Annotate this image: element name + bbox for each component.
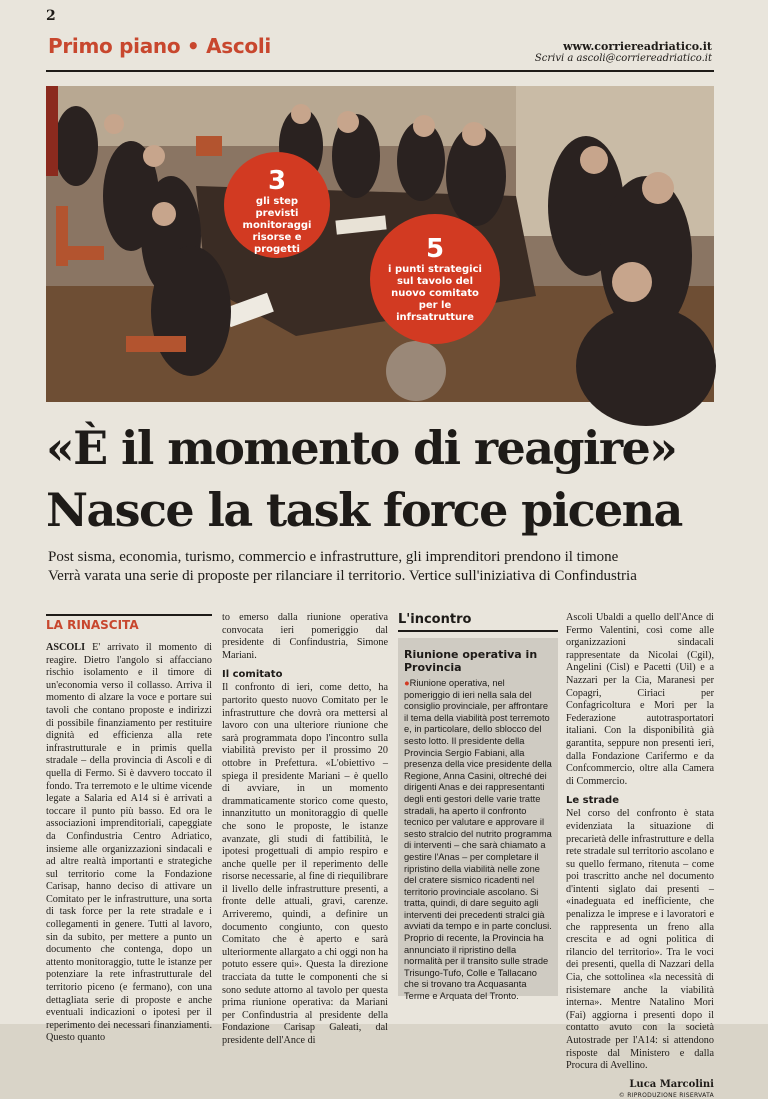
column-2-intro: to emerso dalla riunione operativa convocata ieri pomeriggio dal presidente di Confindustria, Simone Mariani. [222, 612, 388, 661]
subheadline-line-2: Verrà varata una serie di proposte per rilanciare il territorio. Vertice sull'iniziativa di Confindustria [48, 568, 637, 584]
sidebar-text: Riunione operativa, nel pomeriggio di ieri nella sala del consiglio provinciale, per affrontare il tema della viabilità post terremoto e, in particolare, dello sblocco del sesto lotto. Il presidente della Provincia Sergio Fabiani, alla presenza della vice presidente della Regione, Anna Casini, oltreché dei dirigenti Anas e dei rappresentanti degli enti gestori delle varie tratte stradali, ha aperto il confronto tecnico per valutare e approvare il sesto stralcio del nutrito programma di interventi – che sarà chiamato a gestire l'Anas – per completare il ripristino della viabilità nelle zone del cratere sismico ricadenti nel territorio provinciale ascolano. Si tratta, quindi, di dare seguito agli interventi dei precedenti stralci già avviati da tempo e in parte conclusi. Proprio di recente, la Provincia ha annunciato il ripristino della normalità per il transito sulle strade Trisungo-Tufo, Colle e Tallacano che si trovano tra Acquasanta Terme e Arquata del Tronto. [404, 678, 552, 1002]
subheading-strade: Le strade [566, 795, 619, 807]
article-column-2 [222, 612, 388, 1046]
dateline: ASCOLI [46, 642, 86, 653]
sidebar-text-block [404, 678, 552, 1003]
sidebar-title: Riunione operativa in Provincia [404, 648, 538, 674]
stat-points-label: i punti strategici sul tavolo del nuovo comitato per le infrsatrutture [388, 264, 482, 323]
sidebar-heading: L'incontro [398, 612, 558, 632]
author-signature: Luca Marcolini [629, 1078, 714, 1090]
copyright-notice: © RIPRODUZIONE RISERVATA [618, 1091, 714, 1099]
headline-line-1: «È il momento di reagire» [46, 421, 677, 475]
stat-badge-points [370, 214, 500, 344]
section-title: Primo piano • Ascoli [48, 34, 271, 58]
masthead-contacts [535, 40, 712, 64]
article-column-1 [46, 642, 212, 1044]
column-4b-text: Nel corso del confronto è stata evidenziata la situazione di precarietà delle infrastrutture e della rete stradale sul territorio ascolano e su quello fermano, ritenuta – come poi trascritto anche nel documento d'intenti siglato dai presenti – «inadeguata ed inefficiente, che penalizza le imprese e i lavoratori e che rappresenta un freno alla crescita e ad ogni politica di rilancio del territorio». Tra le voci dei presenti, quella di Nazzari della Cia, che sottolinea «la necessità di risistemare anche la viabilità interna». Mentre Natalino Mori (Fai) aggiorna i presenti dopo il contatto avuto con la società Autostrade per l'A14: si attendono risposte dal Ministero e dalla Procura di Avellino. [566, 808, 714, 1072]
page-number: 2 [46, 8, 56, 24]
meeting-photo [46, 86, 714, 402]
email-link[interactable]: Scrivi a ascoli@corriereadriatico.it [534, 53, 712, 64]
header-rule [46, 70, 714, 72]
column-2-text: Il confronto di ieri, come detto, ha partorito questo nuovo Comitato per le infrastrutture che dovrà ora mettersi al lavoro con una ulteriore riunione che sarà programmata dopo l'incontro sulla viabilità previsto per il prossimo 20 ottobre in Prefettura. «L'obiettivo – spiega il presidente Mariani – è quello di avviare, in un momento drammaticamente storico come questo, innanzitutto un monitoraggio di quelle che sono le proposte, le istanze avanzate, gli studi di fattibilità, le ipotesi progettuali di ampio respiro e anche quelle per il reperimento delle risorse necessarie, al fine di riequilibrare il livello delle infrastrutture presenti, a fronte delle attuali, gravi, carenze. Arriveremo, quindi, a definire un documento congiunto, con questo Comitato che è aperto e sarà ulteriormente allargato a chi oggi non ha potuto essere qui». Questa la direzione tracciata da tutte le componenti che si sono sedute attorno al tavolo per questa prima riunione operativa: da Mariani per Confindustria al presidente della Fondazione Carisap Galeati, dal presidente dell'Ance di [222, 682, 388, 1046]
stat-points-number: 5 [425, 234, 445, 264]
stat-steps-number: 3 [267, 166, 287, 196]
column-4-text: Ascoli Ubaldi a quello dell'Ance di Fermo Valentini, così come alle organizzazioni sindacali rappresentate da Nicolai (Cgil), Angelini (Cisl) e Pacetti (Uil) e a Nazzari per la Cia, Maranesi per Copagri, Ciriaci per Confagricoltura e Mori per la Federazione autotrasportatori italiani. Con la disponibilità già garantita, seppure non presenti ieri, dalla Fondazione Carifermo e da Confcommercio, oltre alla Camera di Commercio. [566, 612, 714, 787]
website-link[interactable]: www.corriereadriatico.it [563, 40, 712, 53]
bullet-icon: ● [404, 678, 410, 688]
headline-line-2: Nasce la task force picena [46, 483, 682, 537]
sidebar-inner [398, 638, 558, 1002]
article-kicker: LA RINASCITA [46, 614, 212, 632]
article-column-4 [566, 612, 714, 1099]
subheadline-line-1: Post sisma, economia, turismo, commercio e infrastrutture, gli imprenditori prendono il timone [48, 549, 619, 565]
column-1-text: E' arrivato il momento di reagire. Dietro l'angolo si affacciano rischio isolamento e il timore di un'economia verso il collasso. Arriva il momento di alzare la voce e portare sui tavoli che contano proposte e indirizzi di possibile finanziamento per restituire dignità ed efficienza alla rete infrastrutturale e in primis quella stradale – della provincia di Ascoli e di quella di Fermo. Si è davvero toccato il fondo. Tra terremoto e le ultime vicende legate a Salaria ed A14 si è arrivati a toccare il punto più basso. Ed ora le associazioni imprenditoriali, capeggiate da Confindustria Centro Adriatico, insieme alle organizzazioni sindacali e ad altre realtà importanti e strategiche sul territorio come la Fondazione Carisap, hanno deciso di attivare un Comitato per le infrastrutture, una sorta di task force per la rete stradale e i collegamenti in genere. Tutti al lavoro, sin da subito, per mettere a punto un documento che contenga, dopo un attento monitoraggio, tutte le istanze per potenziare la rete infrastrutturale del territorio piceno (e fermano), con una dettagliata serie di proposte e anche eventuali indicazioni o ipotesi per il reperimento dei necessari finanziamenti. Questo quanto [46, 642, 212, 1044]
stat-steps-label: gli step previsti monitoraggi risorse e progetti [242, 196, 312, 255]
stat-badge-steps [224, 152, 330, 258]
sidebar-box [398, 612, 558, 1002]
subheading-comitato: Il comitato [222, 669, 283, 681]
